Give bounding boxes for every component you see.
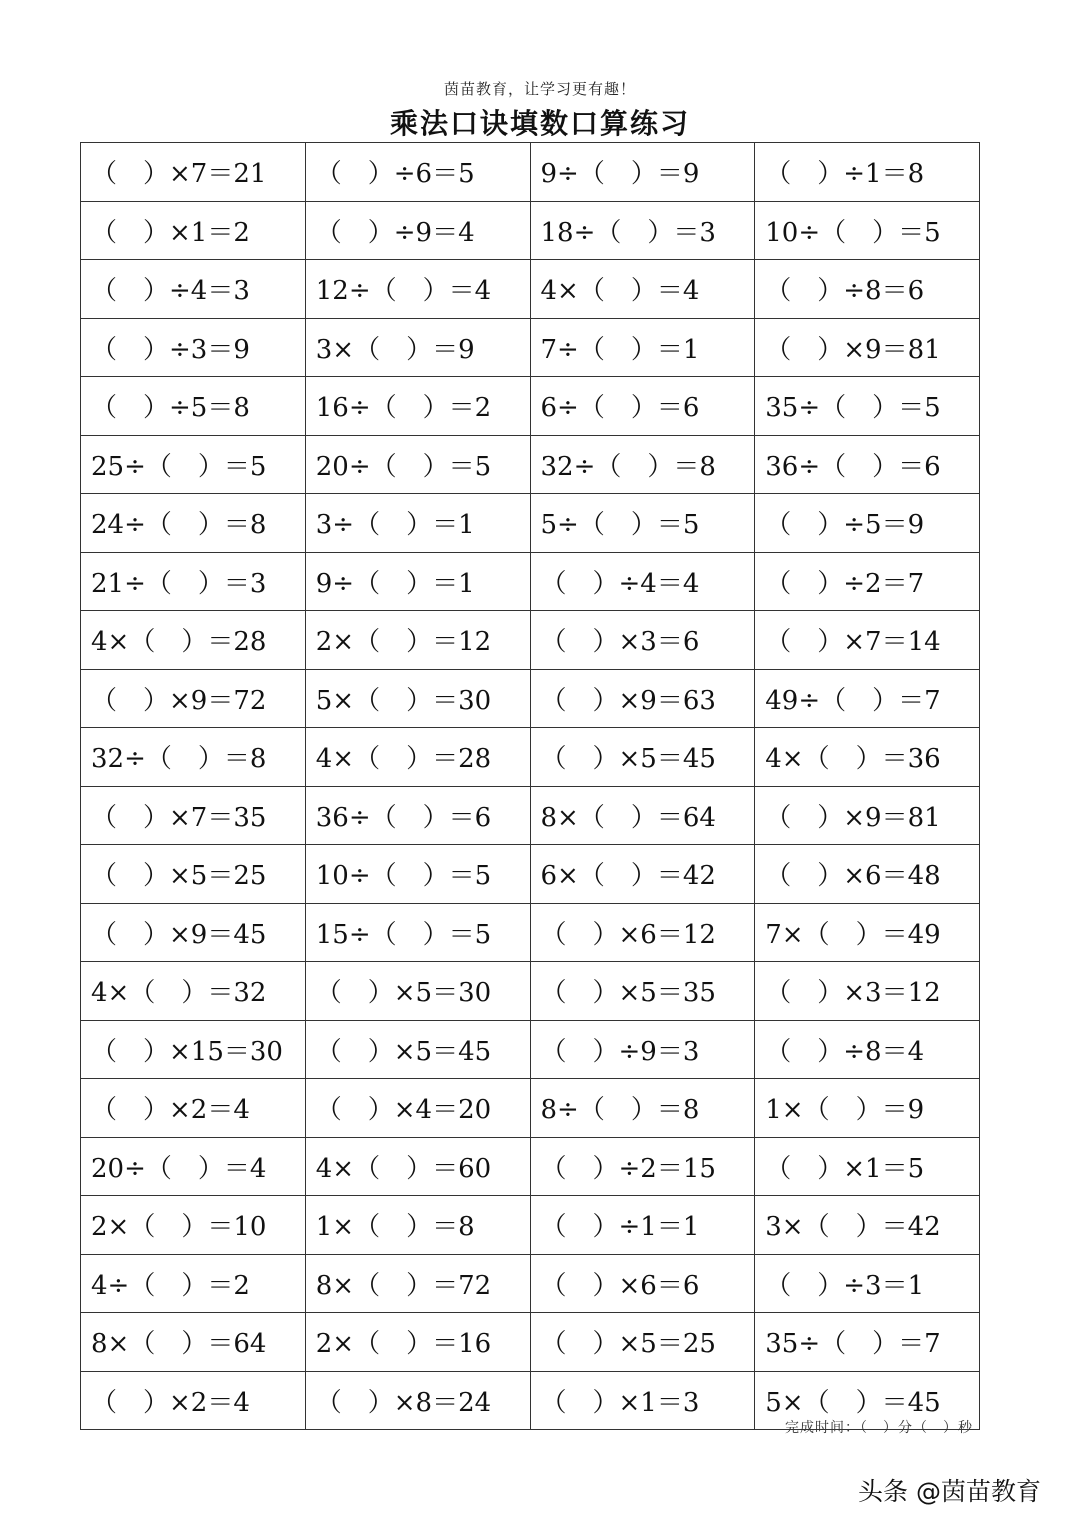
exercise-cell[interactable]: 8×（ ）＝64	[81, 1313, 306, 1372]
exercise-cell[interactable]: 3÷（ ）＝1	[305, 494, 530, 553]
exercise-cell[interactable]: 5×（ ）＝30	[305, 669, 530, 728]
exercise-cell[interactable]: （ ）÷2＝7	[755, 552, 980, 611]
exercise-cell[interactable]: （ ）×5＝35	[530, 962, 755, 1021]
table-row	[81, 1137, 980, 1196]
exercise-cell[interactable]: 7÷（ ）＝1	[530, 318, 755, 377]
exercise-cell[interactable]: （ ）÷2＝15	[530, 1137, 755, 1196]
exercise-cell[interactable]: 4÷（ ）＝2	[81, 1254, 306, 1313]
exercise-cell[interactable]: （ ）÷5＝8	[81, 377, 306, 436]
exercise-cell[interactable]: 4×（ ）＝4	[530, 260, 755, 319]
exercise-cell[interactable]: （ ）×6＝6	[530, 1254, 755, 1313]
table-row	[81, 611, 980, 670]
exercise-cell[interactable]: （ ）×3＝6	[530, 611, 755, 670]
exercise-cell[interactable]: 18÷（ ）＝3	[530, 201, 755, 260]
exercise-cell[interactable]: 35÷（ ）＝7	[755, 1313, 980, 1372]
exercise-cell[interactable]: （ ）×8＝24	[305, 1371, 530, 1430]
exercise-cell[interactable]: （ ）×5＝45	[530, 728, 755, 787]
exercise-cell[interactable]: 20÷（ ）＝5	[305, 435, 530, 494]
exercise-cell[interactable]: 2×（ ）＝16	[305, 1313, 530, 1372]
exercise-cell[interactable]: （ ）×9＝81	[755, 786, 980, 845]
exercise-cell[interactable]: 24÷（ ）＝8	[81, 494, 306, 553]
exercise-cell[interactable]: （ ）÷1＝8	[755, 143, 980, 202]
exercise-cell[interactable]: （ ）×1＝2	[81, 201, 306, 260]
exercise-cell[interactable]: （ ）÷3＝9	[81, 318, 306, 377]
table-row	[81, 318, 980, 377]
exercise-cell[interactable]: （ ）×5＝25	[81, 845, 306, 904]
exercise-cell[interactable]: （ ）×4＝20	[305, 1079, 530, 1138]
exercise-cell[interactable]: 49÷（ ）＝7	[755, 669, 980, 728]
exercise-cell[interactable]: 8×（ ）＝64	[530, 786, 755, 845]
table-row	[81, 1313, 980, 1372]
exercise-cell[interactable]: 4×（ ）＝60	[305, 1137, 530, 1196]
table-row	[81, 669, 980, 728]
exercise-cell[interactable]: （ ）×15＝30	[81, 1020, 306, 1079]
exercise-cell[interactable]: 2×（ ）＝12	[305, 611, 530, 670]
exercise-cell[interactable]: 3×（ ）＝9	[305, 318, 530, 377]
exercise-cell[interactable]: （ ）×9＝63	[530, 669, 755, 728]
table-row	[81, 786, 980, 845]
table-row	[81, 728, 980, 787]
exercise-cell[interactable]: （ ）×3＝12	[755, 962, 980, 1021]
exercise-table	[80, 142, 980, 1430]
exercise-cell[interactable]: （ ）÷8＝4	[755, 1020, 980, 1079]
watermark: 头条 @茵苗教育	[858, 1477, 1041, 1506]
exercise-cell[interactable]: 36÷（ ）＝6	[755, 435, 980, 494]
table-row	[81, 260, 980, 319]
exercise-cell[interactable]: （ ）÷1＝1	[530, 1196, 755, 1255]
table-row	[81, 494, 980, 553]
exercise-cell[interactable]: 21÷（ ）＝3	[81, 552, 306, 611]
exercise-cell[interactable]: 25÷（ ）＝5	[81, 435, 306, 494]
completion-time-label: 完成时间：（ ）分（ ）秒	[785, 1420, 973, 1436]
page-title: 乘法口诀填数口算练习	[389, 107, 690, 140]
table-row	[81, 1254, 980, 1313]
exercise-cell[interactable]: 5×（ ）＝45	[755, 1371, 980, 1430]
exercise-cell[interactable]: 16÷（ ）＝2	[305, 377, 530, 436]
table-row	[81, 903, 980, 962]
table-row	[81, 377, 980, 436]
exercise-cell[interactable]: （ ）÷4＝3	[81, 260, 306, 319]
exercise-cell[interactable]: 6÷（ ）＝6	[530, 377, 755, 436]
exercise-cell[interactable]: 4×（ ）＝28	[305, 728, 530, 787]
slogan: 茵苗教育，让学习更有趣！	[443, 80, 636, 98]
exercise-cell[interactable]: 9÷（ ）＝1	[305, 552, 530, 611]
exercise-cell[interactable]: 20÷（ ）＝4	[81, 1137, 306, 1196]
exercise-cell[interactable]: 12÷（ ）＝4	[305, 260, 530, 319]
exercise-cell[interactable]: （ ）÷6＝5	[305, 143, 530, 202]
table-row	[81, 1196, 980, 1255]
exercise-cell[interactable]: 10÷（ ）＝5	[755, 201, 980, 260]
table-row	[81, 201, 980, 260]
exercise-cell[interactable]: （ ）×7＝14	[755, 611, 980, 670]
exercise-cell[interactable]: （ ）×6＝12	[530, 903, 755, 962]
exercise-cell[interactable]: 6×（ ）＝42	[530, 845, 755, 904]
exercise-cell[interactable]: 36÷（ ）＝6	[305, 786, 530, 845]
exercise-cell[interactable]: （ ）×1＝3	[530, 1371, 755, 1430]
exercise-cell[interactable]: 2×（ ）＝10	[81, 1196, 306, 1255]
table-row	[81, 143, 980, 202]
exercise-cell[interactable]: （ ）×2＝4	[81, 1371, 306, 1430]
exercise-cell[interactable]: （ ）×7＝21	[81, 143, 306, 202]
exercise-cell[interactable]: （ ）÷8＝6	[755, 260, 980, 319]
exercise-cell[interactable]: （ ）×1＝5	[755, 1137, 980, 1196]
exercise-cell[interactable]: 8×（ ）＝72	[305, 1254, 530, 1313]
exercise-cell[interactable]: 3×（ ）＝42	[755, 1196, 980, 1255]
exercise-cell[interactable]: 9÷（ ）＝9	[530, 143, 755, 202]
exercise-cell[interactable]: 32÷（ ）＝8	[530, 435, 755, 494]
exercise-cell[interactable]: （ ）×9＝45	[81, 903, 306, 962]
exercise-cell[interactable]: （ ）÷3＝1	[755, 1254, 980, 1313]
exercise-cell[interactable]: （ ）×5＝30	[305, 962, 530, 1021]
exercise-cell[interactable]: （ ）×9＝72	[81, 669, 306, 728]
exercise-cell[interactable]: 7×（ ）＝49	[755, 903, 980, 962]
exercise-cell[interactable]: 1×（ ）＝9	[755, 1079, 980, 1138]
exercise-cell[interactable]: 4×（ ）＝28	[81, 611, 306, 670]
table-row	[81, 552, 980, 611]
exercise-cell[interactable]: （ ）×5＝25	[530, 1313, 755, 1372]
exercise-cell[interactable]: （ ）×2＝4	[81, 1079, 306, 1138]
exercise-cell[interactable]: 10÷（ ）＝5	[305, 845, 530, 904]
exercise-cell[interactable]: 35÷（ ）＝5	[755, 377, 980, 436]
exercise-cell[interactable]: 32÷（ ）＝8	[81, 728, 306, 787]
table-row	[81, 1020, 980, 1079]
exercise-cell[interactable]: （ ）×6＝48	[755, 845, 980, 904]
exercise-cell[interactable]: 1×（ ）＝8	[305, 1196, 530, 1255]
exercise-cell[interactable]: 4×（ ）＝36	[755, 728, 980, 787]
exercise-cell[interactable]: （ ）÷4＝4	[530, 552, 755, 611]
exercise-cell[interactable]: （ ）÷9＝4	[305, 201, 530, 260]
table-row	[81, 1079, 980, 1138]
table-row	[81, 845, 980, 904]
table-row	[81, 962, 980, 1021]
exercise-cell[interactable]: 4×（ ）＝32	[81, 962, 306, 1021]
exercise-cell[interactable]: 5÷（ ）＝5	[530, 494, 755, 553]
exercise-cell[interactable]: 15÷（ ）＝5	[305, 903, 530, 962]
table-row	[81, 435, 980, 494]
exercise-cell[interactable]: 8÷（ ）＝8	[530, 1079, 755, 1138]
exercise-cell[interactable]: （ ）÷5＝9	[755, 494, 980, 553]
exercise-cell[interactable]: （ ）×5＝45	[305, 1020, 530, 1079]
exercise-cell[interactable]: （ ）×7＝35	[81, 786, 306, 845]
exercise-cell[interactable]: （ ）÷9＝3	[530, 1020, 755, 1079]
exercise-cell[interactable]: （ ）×9＝81	[755, 318, 980, 377]
